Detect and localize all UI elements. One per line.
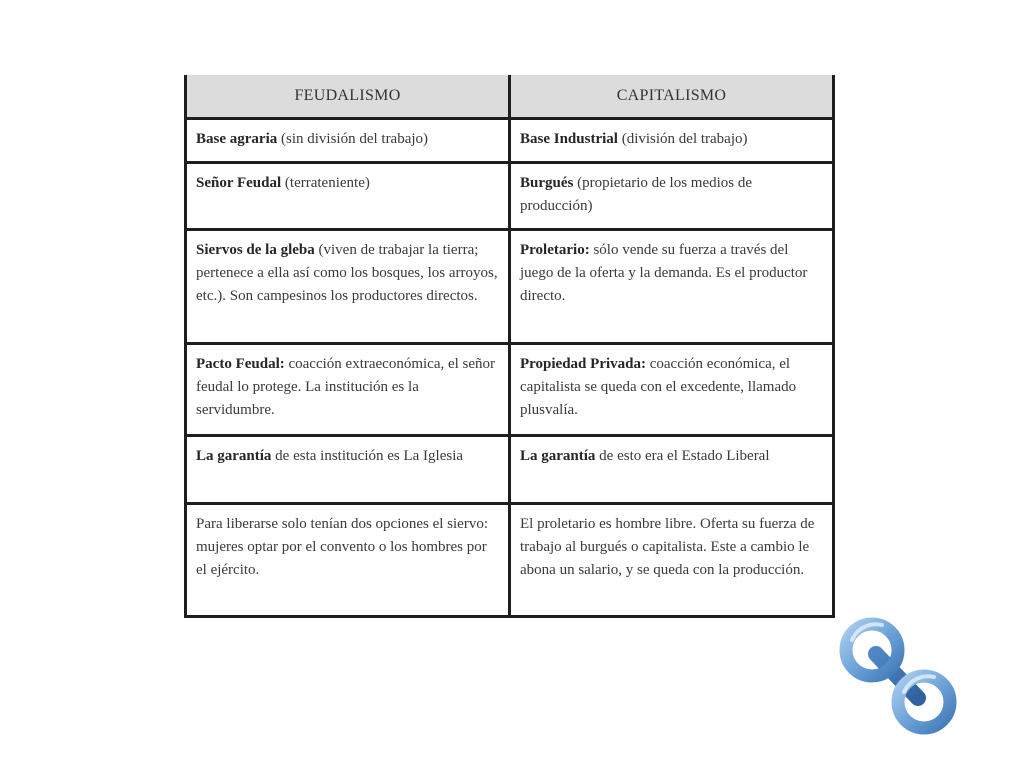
- cell-text: (propietario de los medios de producción): [520, 174, 753, 214]
- cell-text: (terrateniente): [281, 174, 370, 191]
- cell-capitalismo: El proletario es hombre libre. Oferta su fuerza de trabajo al burgués o capitalista. Este a cambio le abona un salario, y se queda con la producción.: [510, 503, 834, 616]
- header-feudalismo: FEUDALISMO: [186, 75, 510, 118]
- comparison-table: [184, 75, 835, 618]
- comparison-table-container: [184, 75, 832, 616]
- cell-capitalismo: [510, 343, 834, 435]
- cell-term: Señor Feudal: [196, 174, 282, 191]
- cell-term: Siervos de la gleba: [196, 241, 315, 258]
- cell-capitalismo: [510, 118, 834, 162]
- table-row: [186, 229, 834, 343]
- cell-feudalismo: [186, 343, 510, 435]
- cell-term: Pacto Feudal:: [196, 355, 285, 372]
- cell-capitalismo: [510, 229, 834, 343]
- cell-text: sólo vende su fuerza a través del juego de la oferta y la demanda. Es el productor directo.: [520, 241, 808, 304]
- cell-feudalismo: [186, 162, 510, 229]
- table-row: [186, 503, 834, 616]
- cell-text: coacción extraeconómica, el señor feudal lo protege. La institución es la servidumbre.: [196, 355, 496, 418]
- cell-text: de esta institución es La Iglesia: [271, 447, 464, 464]
- cell-text: (sin división del trabajo): [277, 130, 429, 147]
- cell-text: coacción económica, el capitalista se queda con el excedente, llamado plusvalía.: [520, 355, 797, 418]
- cell-term: Base agraria: [196, 130, 278, 147]
- cell-text: (viven de trabajar la tierra; pertenece a ella así como los bosques, los arroyos, etc.). Son campesinos los productores directos.: [196, 241, 498, 304]
- table-row: [186, 118, 834, 162]
- cell-term: Propiedad Privada:: [520, 355, 646, 372]
- table-row: [186, 162, 834, 229]
- cell-term: Base Industrial: [520, 130, 618, 147]
- cell-capitalismo: [510, 435, 834, 503]
- table-header-row: [186, 75, 834, 118]
- cell-feudalismo: [186, 118, 510, 162]
- cell-term: La garantía: [520, 447, 596, 464]
- cell-term: Burgués: [520, 174, 574, 191]
- cell-feudalismo: [186, 229, 510, 343]
- cell-text: (división del trabajo): [617, 130, 748, 147]
- cell-term: La garantía: [196, 447, 272, 464]
- cell-capitalismo: [510, 162, 834, 229]
- chain-link-icon: [838, 614, 962, 738]
- header-capitalismo: CAPITALISMO: [510, 75, 834, 118]
- cell-feudalismo: Para liberarse solo tenían dos opciones el siervo: mujeres optar por el convento o los hombres por el ejército.: [186, 503, 510, 616]
- cell-text: de esto era el Estado Liberal: [595, 447, 770, 464]
- cell-feudalismo: [186, 435, 510, 503]
- table-row: [186, 343, 834, 435]
- cell-term: Proletario:: [520, 241, 590, 258]
- table-row: [186, 435, 834, 503]
